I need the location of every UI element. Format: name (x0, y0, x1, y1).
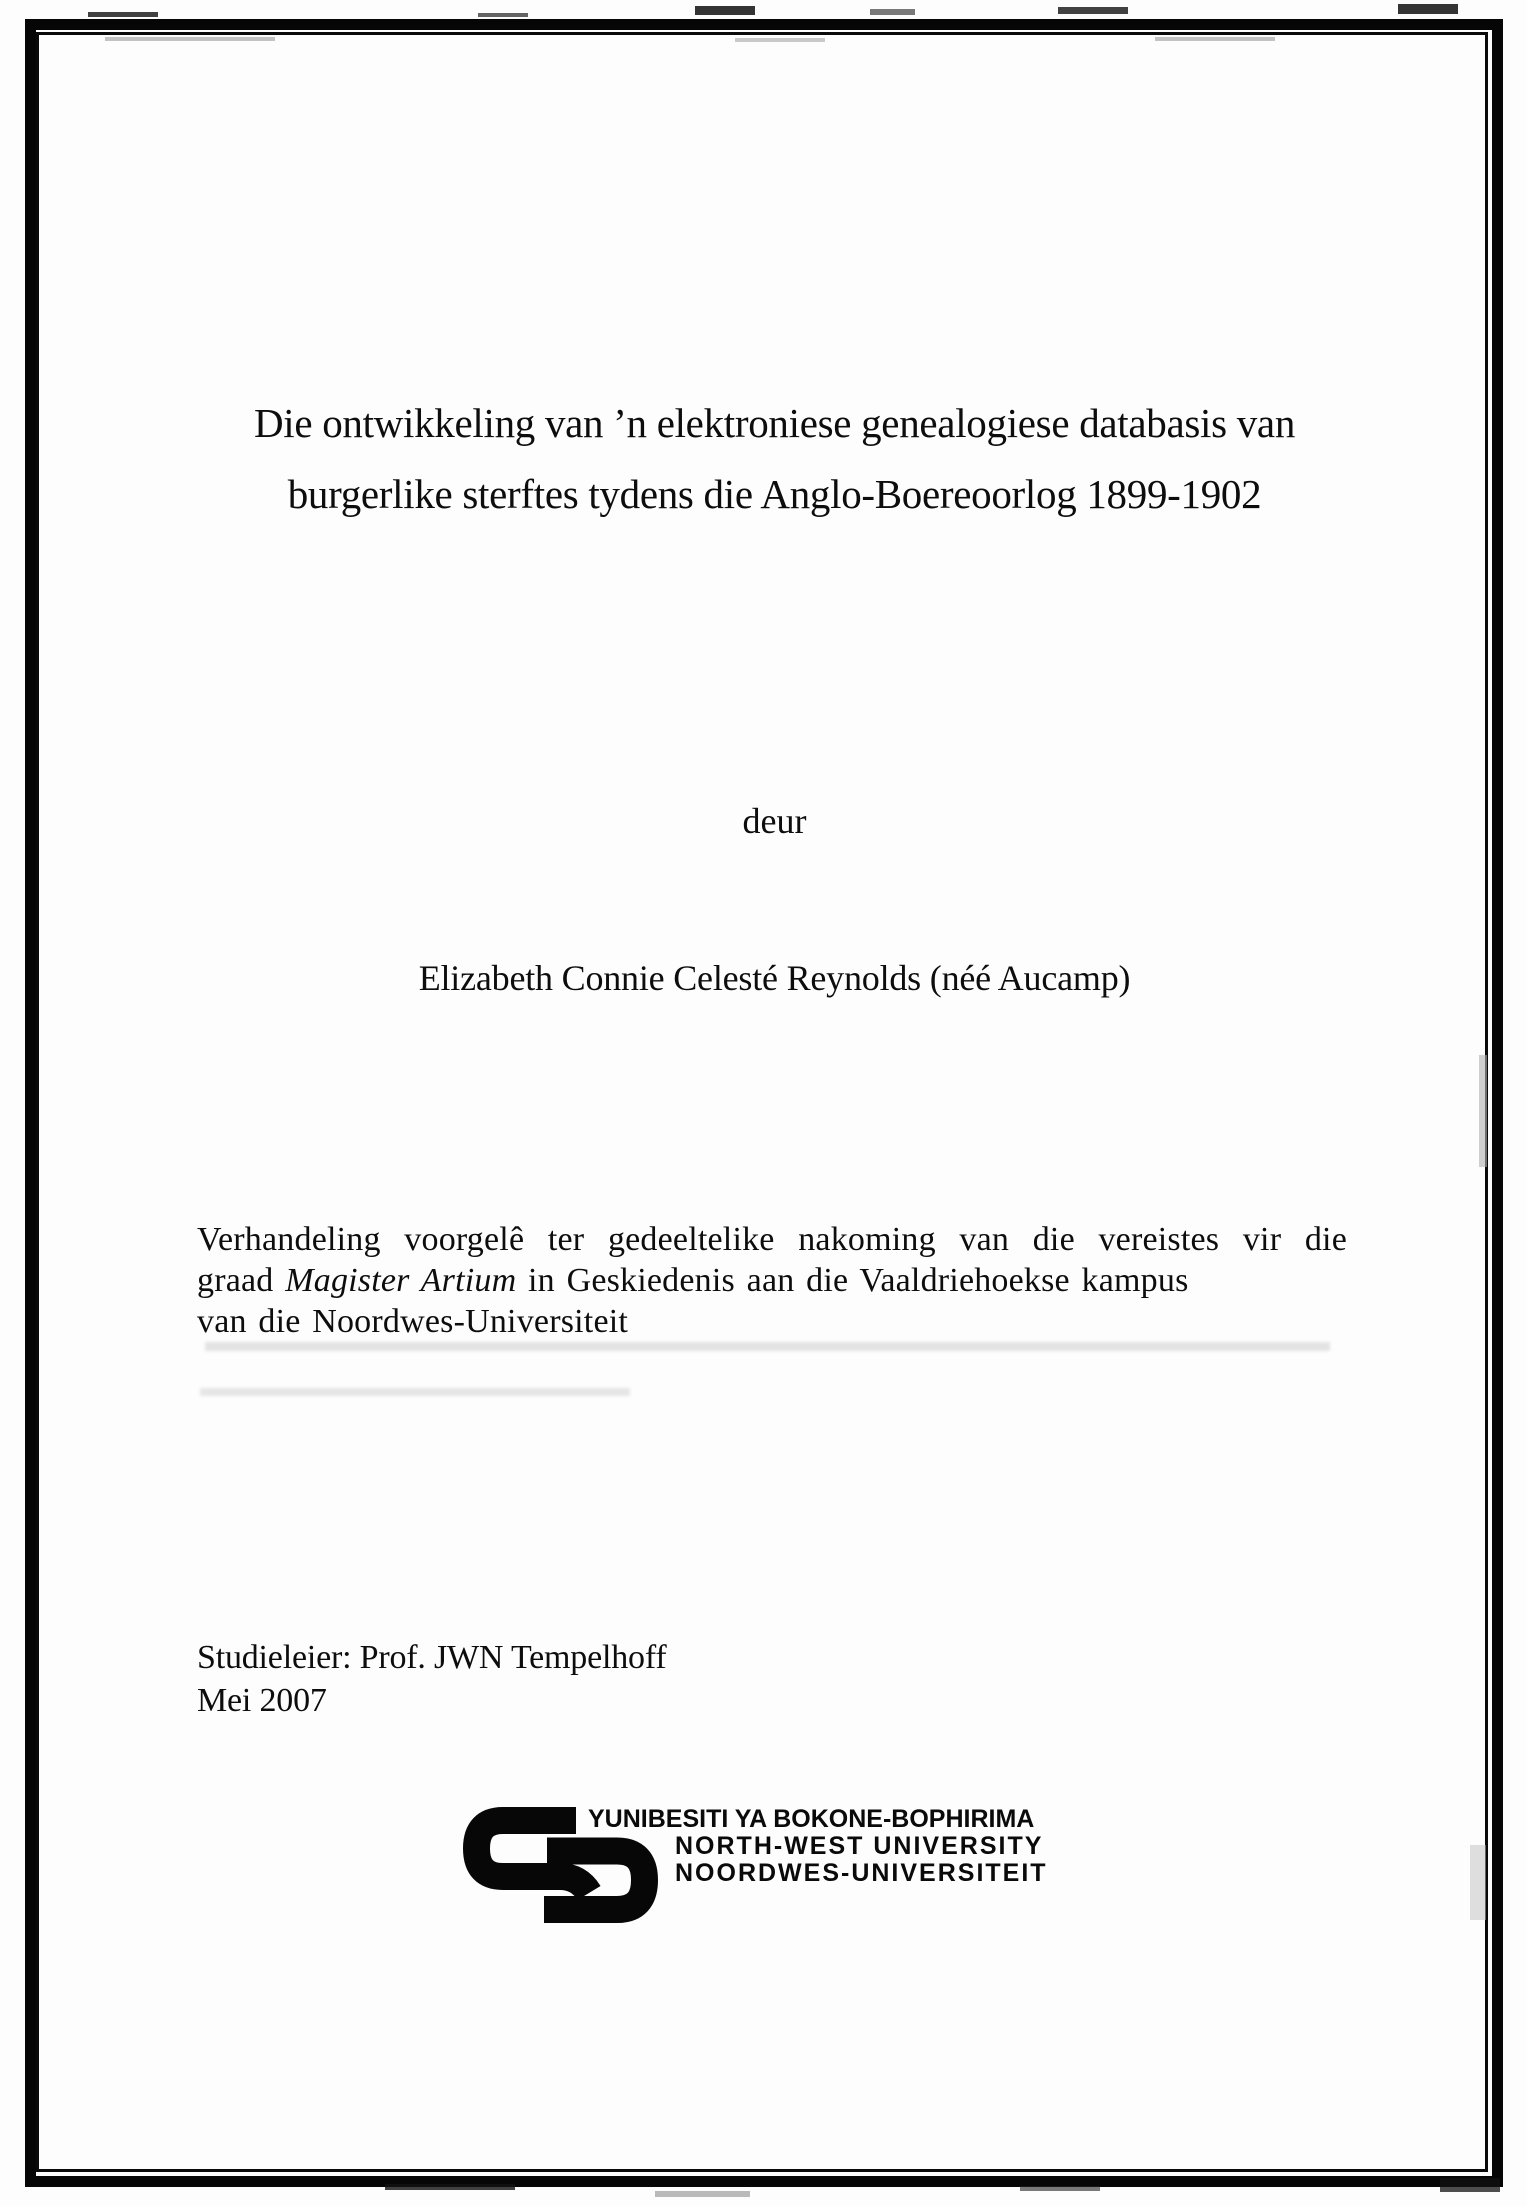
statement-line2-post: in Geskiedenis aan die Vaaldriehoekse kampus (516, 1262, 1189, 1299)
thesis-title (22, 388, 1527, 530)
supervisor-block (197, 1636, 666, 1722)
submission-date: Mei 2007 (197, 1682, 327, 1719)
logo-line-3: NOORDWES-UNIVERSITEIT (675, 1859, 1048, 1887)
scan-artifact (88, 12, 158, 17)
scan-artifact (1058, 7, 1128, 14)
statement-line-1: Verhandeling voorgelê ter gedeeltelike nakoming van die vereistes vir die (197, 1221, 1347, 1258)
statement-line-3: van die Noordwes-Universiteit (197, 1303, 629, 1340)
scan-artifact (870, 9, 915, 15)
title-line-1: Die ontwikkeling van ’n elektroniese genealogiese databasis van (253, 400, 1296, 446)
statement-line-2 (197, 1260, 1347, 1301)
logo-line-1: YUNIBESITI YA BOKONE-BOPHIRIMA (588, 1805, 1035, 1833)
title-line-2: burgerlike sterftes tydens die Anglo-Boereoorlog 1899-1902 (287, 471, 1262, 517)
scan-artifact (695, 6, 755, 15)
scan-artifact (1398, 4, 1458, 14)
author-name: Elizabeth Connie Celesté Reynolds (néé Aucamp) (418, 958, 1131, 998)
statement-line2-italic: Magister Artium (285, 1262, 517, 1299)
byline: deur (742, 801, 807, 841)
scan-artifact (655, 2191, 750, 2197)
university-logo (463, 1806, 1063, 1946)
scan-artifact (478, 13, 528, 17)
university-logo-text (588, 1806, 1048, 1887)
supervisor-line: Studieleier: Prof. JWN Tempelhoff (197, 1639, 667, 1676)
thesis-statement (197, 1219, 1347, 1342)
statement-line2-pre: graad (197, 1262, 286, 1299)
logo-line-2: NORTH-WEST UNIVERSITY (675, 1832, 1044, 1860)
